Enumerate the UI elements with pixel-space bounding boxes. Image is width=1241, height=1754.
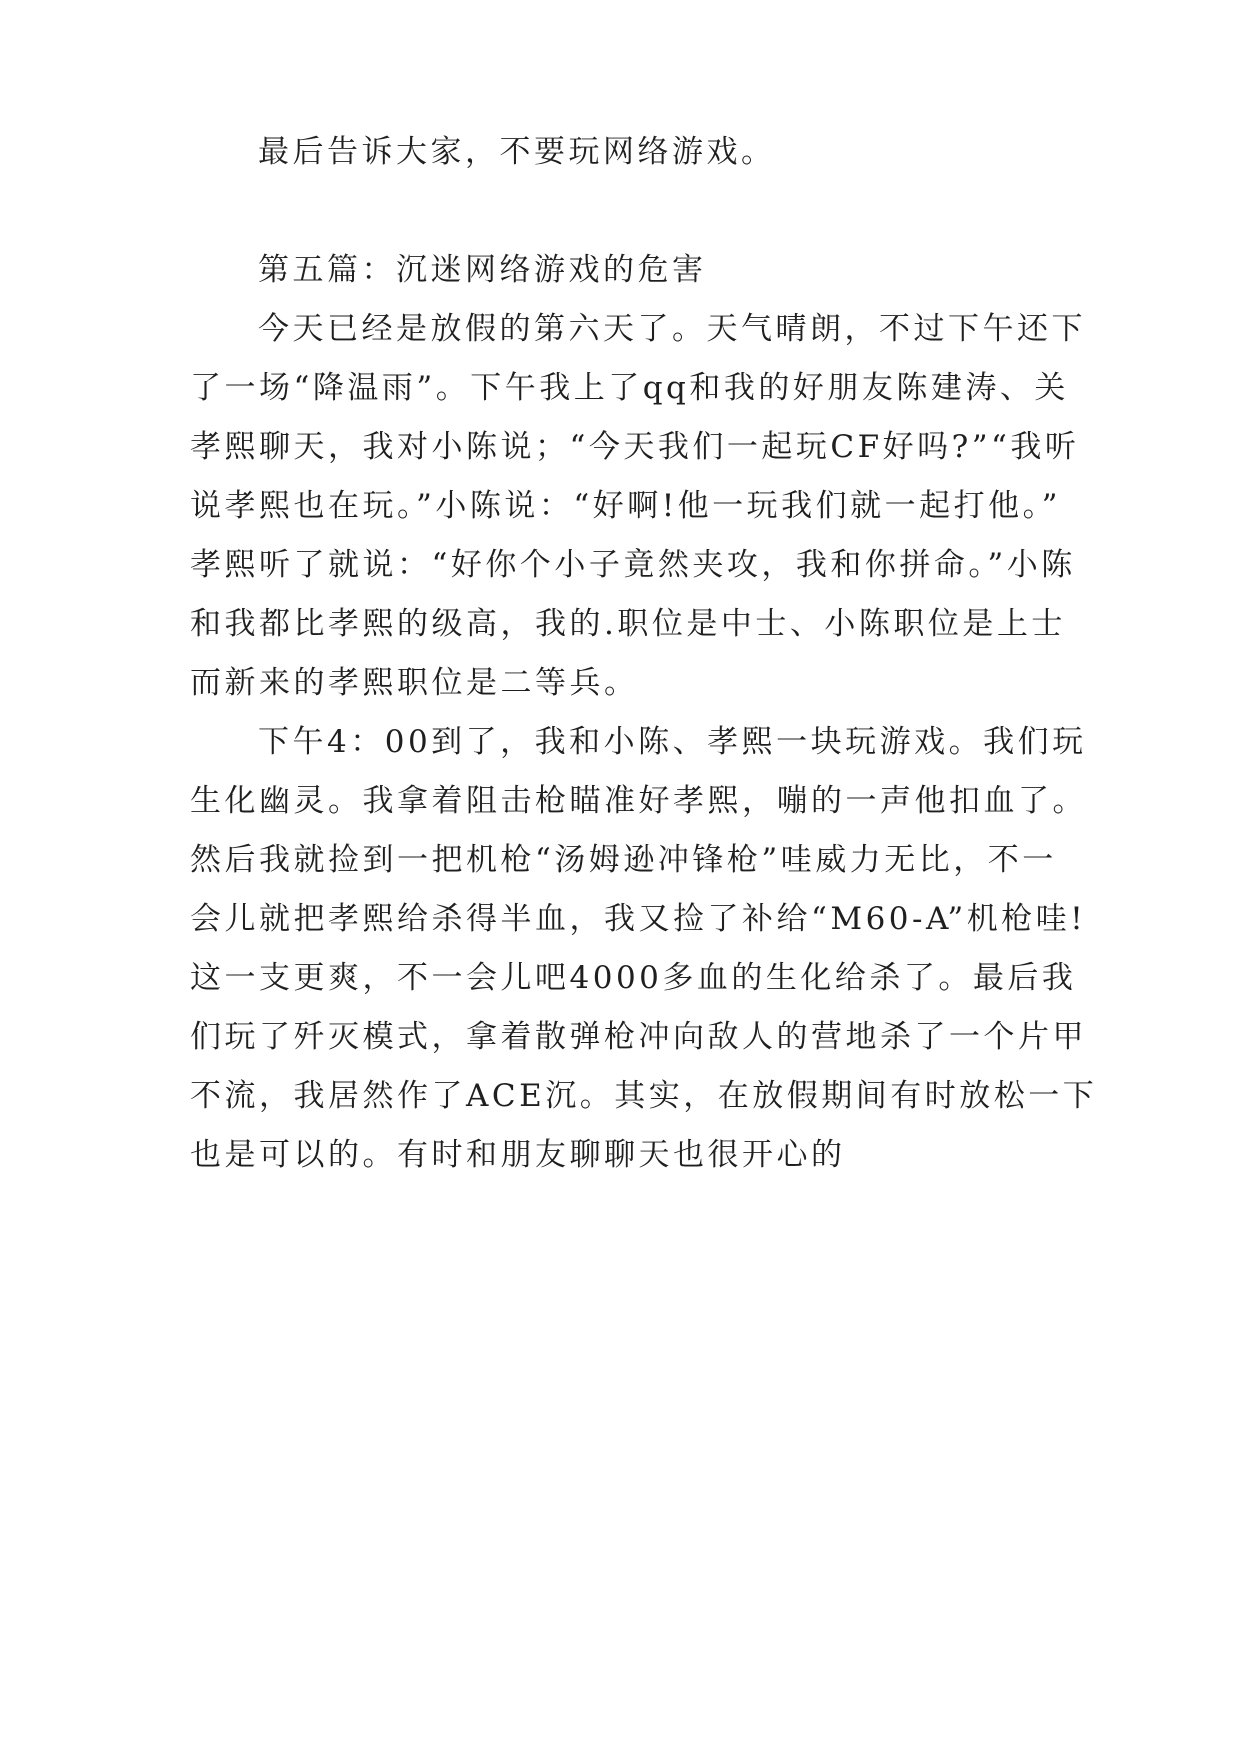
paragraph-line: 说孝熙也在玩。”小陈说：“好啊!他一玩我们就一起打他。” [190, 488, 1061, 524]
section-title: 第五篇：沉迷网络游戏的危害 [258, 252, 707, 288]
paragraph-line: 孝熙聊天，我对小陈说；“今天我们一起玩CF好吗?”“我听 [190, 429, 1080, 465]
paragraph-line: 了一场“降温雨”。下午我上了qq和我的好朋友陈建涛、关 [190, 370, 1069, 406]
closing-line: 最后告诉大家，不要玩网络游戏。 [258, 134, 776, 170]
paragraph-line: 生化幽灵。我拿着阻击枪瞄准好孝熙，嘣的一声他扣血了。 [190, 783, 1087, 819]
paragraph-line: 然后我就捡到一把机枪“汤姆逊冲锋枪”哇威力无比，不一 [190, 842, 1057, 878]
paragraph-line: 们玩了歼灭模式，拿着散弹枪冲向敌人的营地杀了一个片甲 [190, 1019, 1087, 1055]
paragraph-line: 会儿就把孝熙给杀得半血，我又捡了补给“M60-A”机枪哇! [190, 901, 1087, 937]
paragraph-line: 这一支更爽，不一会儿吧4000多血的生化给杀了。最后我 [190, 960, 1077, 996]
paragraph-line: 而新来的孝熙职位是二等兵。 [190, 665, 639, 701]
paragraph-line: 下午4：00到了，我和小陈、孝熙一块玩游戏。我们玩 [258, 724, 1087, 760]
paragraph-line: 和我都比孝熙的级高，我的.职位是中士、小陈职位是上士 [190, 606, 1066, 642]
paragraph-line: 不流，我居然作了ACE沉。其实，在放假期间有时放松一下 [190, 1078, 1098, 1114]
paragraph-2 [190, 713, 1098, 1185]
paragraph-line: 也是可以的。有时和朋友聊聊天也很开心的 [190, 1137, 846, 1173]
paragraph-line: 今天已经是放假的第六天了。天气晴朗，不过下午还下 [258, 311, 1086, 347]
closing-line-block [190, 123, 1060, 182]
paragraph-1 [190, 300, 1086, 713]
section-block [190, 241, 1098, 1185]
paragraph-line: 孝熙听了就说：“好你个小子竟然夹攻，我和你拼命。”小陈 [190, 547, 1076, 583]
